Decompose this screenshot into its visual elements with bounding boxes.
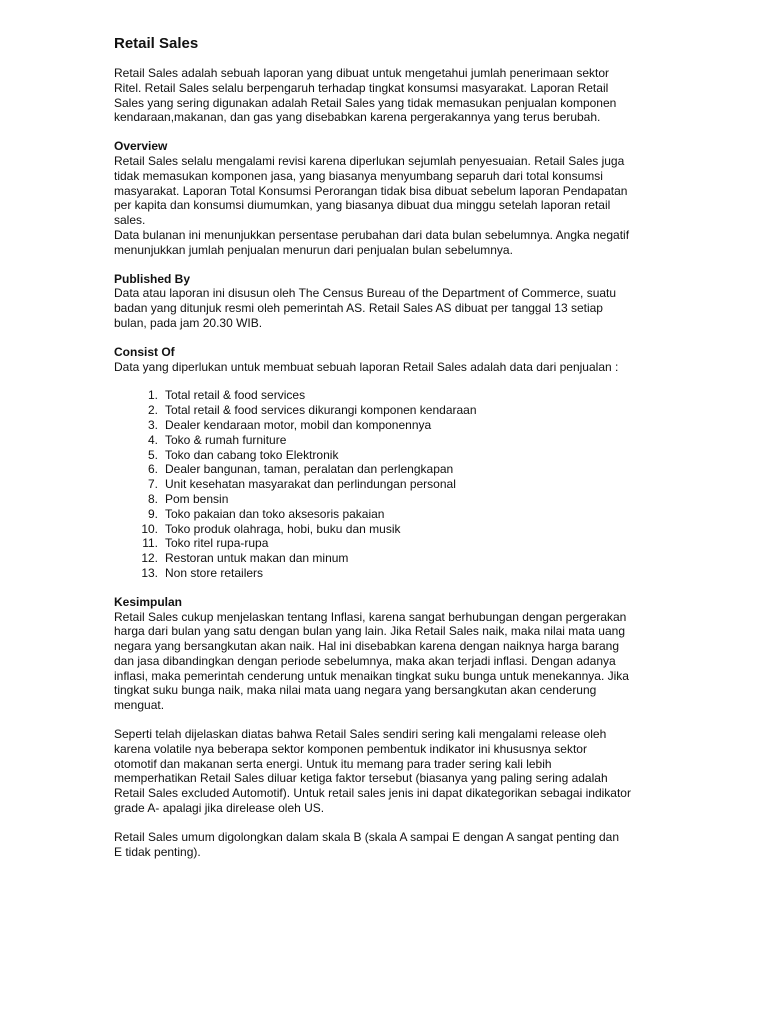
list-text: Unit kesehatan masyarakat dan perlindungan personal (165, 477, 456, 492)
text-line: menunjukkan jumlah penjualan menurun dari penjualan bulan sebelumnya. (114, 242, 513, 257)
list-text: Restoran untuk makan dan minum (165, 551, 349, 566)
text-line: tingkat suku bunga naik, maka nilai mata uang negara yang bersangkutan akan cenderung (114, 683, 597, 698)
list-item (114, 388, 674, 403)
text-line: Retail Sales umum digolongkan dalam skala B (skala A sampai E dengan A sangat penting dan (114, 829, 619, 844)
section-heading-overview: Overview (114, 139, 168, 154)
consist-of-section (114, 345, 674, 581)
list-number: 3. (147, 417, 158, 432)
list-text: Toko & rumah furniture (165, 432, 287, 447)
paragraph (114, 830, 674, 860)
list-text: Non store retailers (165, 565, 264, 580)
text-line: dan jasa dibandingkan dengan periode sebelumnya, maka akan terjadi inflasi. Dengan adanya (114, 653, 616, 668)
list-number: 10. (141, 521, 158, 536)
text-line: harga dari bulan yang satu dengan bulan yang lain. Jika Retail Sales naik, maka nilai mata uang (114, 624, 625, 639)
list-number: 8. (147, 491, 158, 506)
text-line: per kapita dan konsumsi diumumkan, yang biasanya dibuat dua minggu setelah laporan retail (114, 198, 611, 213)
text-line: Retail Sales cukup menjelaskan tentang Inflasi, karena sangat berhubungan dengan pergerakan (114, 609, 627, 624)
text-line: Seperti telah dijelaskan diatas bahwa Retail Sales sendiri sering kali mengalami release oleh (114, 727, 607, 742)
list-text: Total retail & food services dikurangi komponen kendaraan (165, 403, 477, 418)
list-text: Total retail & food services (165, 388, 306, 403)
text-line: masyarakat. Laporan Total Konsumsi Perorangan tidak bisa dibuat sebelum laporan Pendapatan (114, 183, 628, 198)
text-line: tidak memasukan komponen jasa, yang biasanya menyumbang separuh dari total konsumsi (114, 168, 603, 183)
list-item (114, 536, 674, 551)
published-by-section (114, 272, 674, 331)
text-line: karena volatile nya beberapa sektor komponen pembentuk indikator ini khususnya sektor (114, 741, 587, 756)
paragraph (114, 610, 674, 714)
text-line: negara yang bersangkutan akan naik. Hal ini disebabkan karena dengan naiknya harga barang (114, 639, 620, 654)
text-line: Retail Sales adalah sebuah laporan yang dibuat untuk mengetahui jumlah penerimaan sektor (114, 66, 609, 80)
kesimpulan-section (114, 595, 674, 860)
intro-paragraph (114, 66, 674, 125)
list-number: 4. (147, 432, 158, 447)
text-line: Retail Sales excluded Automotif). Untuk retail sales jenis ini dapat dikategorikan sebagai indikator (114, 786, 631, 801)
text-line: menguat. (114, 698, 165, 713)
text-line: Data bulanan ini menunjukkan persentase perubahan dari data bulan sebelumnya. Angka negatif (114, 227, 630, 242)
list-number: 2. (147, 403, 158, 418)
text-line: Data atau laporan ini disusun oleh The Census Bureau of the Department of Commerce, suatu (114, 286, 617, 301)
list-text: Dealer kendaraan motor, mobil dan komponennya (165, 417, 432, 432)
text-line: badan yang ditunjuk resmi oleh pemerintah AS. Retail Sales AS dibuat per tanggal 13 setiap (114, 301, 603, 316)
overview-section (114, 139, 674, 257)
text-line: Data yang diperlukan untuk membuat sebuah laporan Retail Sales adalah data dari penjualan : (114, 359, 619, 374)
list-item (114, 448, 674, 463)
document-page (114, 34, 674, 859)
list-number: 1. (147, 388, 158, 403)
list-item (114, 522, 674, 537)
text-line: bulan, pada jam 20.30 WIB. (114, 315, 263, 330)
list-item (114, 477, 674, 492)
list-text: Toko ritel rupa-rupa (165, 536, 269, 551)
text-line: memperhatikan Retail Sales diluar ketiga faktor tersebut (biasanya yang paling sering adalah (114, 771, 608, 786)
text-line: sales. (114, 213, 146, 228)
text-line: otomotif dan makanan serta energi. Untuk itu memang para trader sering kali lebih (114, 756, 552, 771)
list-text: Toko dan cabang toko Elektronik (165, 447, 339, 462)
list-number: 12. (141, 551, 158, 566)
numbered-list (114, 388, 674, 580)
list-item (114, 462, 674, 477)
list-number: 7. (147, 477, 158, 492)
paragraph (114, 727, 674, 816)
list-number: 9. (147, 506, 158, 521)
list-number: 6. (147, 462, 158, 477)
section-heading-consist-of: Consist Of (114, 344, 175, 359)
section-heading-published-by: Published By (114, 271, 191, 286)
list-number: 13. (141, 565, 158, 580)
list-number: 5. (147, 447, 158, 462)
document-title: Retail Sales (114, 35, 199, 52)
list-item (114, 507, 674, 522)
text-line: Ritel. Retail Sales selalu berpengaruh terhadap tingkat konsumsi masyarakat. Laporan Retail (114, 80, 609, 95)
list-number: 11. (142, 536, 158, 551)
list-item (114, 492, 674, 507)
text-line: Sales yang sering digunakan adalah Retail Sales yang tidak memasukan penjualan komponen (114, 95, 617, 110)
text-line: E tidak penting). (114, 844, 201, 859)
list-item (114, 418, 674, 433)
list-text: Toko pakaian dan toko aksesoris pakaian (165, 506, 385, 521)
text-line: kendaraan,makanan, dan gas yang disebabkan karena pergerakannya yang terus berubah. (114, 110, 601, 125)
list-item (114, 433, 674, 448)
text-line: Retail Sales selalu mengalami revisi karena diperlukan sejumlah penyesuaian. Retail Sales juga (114, 153, 625, 168)
list-text: Toko produk olahraga, hobi, buku dan musik (165, 521, 401, 536)
list-text: Dealer bangunan, taman, peralatan dan perlengkapan (165, 462, 454, 477)
list-item (114, 403, 674, 418)
list-item (114, 551, 674, 566)
section-heading-kesimpulan: Kesimpulan (114, 594, 183, 609)
list-item (114, 566, 674, 581)
list-text: Pom bensin (165, 491, 229, 506)
text-line: inflasi, maka pemerintah cenderung untuk menaikan tingkat suku bunga untuk menekannya. Jika (114, 668, 629, 683)
text-line: grade A- apalagi jika direlease oleh US. (114, 801, 325, 816)
